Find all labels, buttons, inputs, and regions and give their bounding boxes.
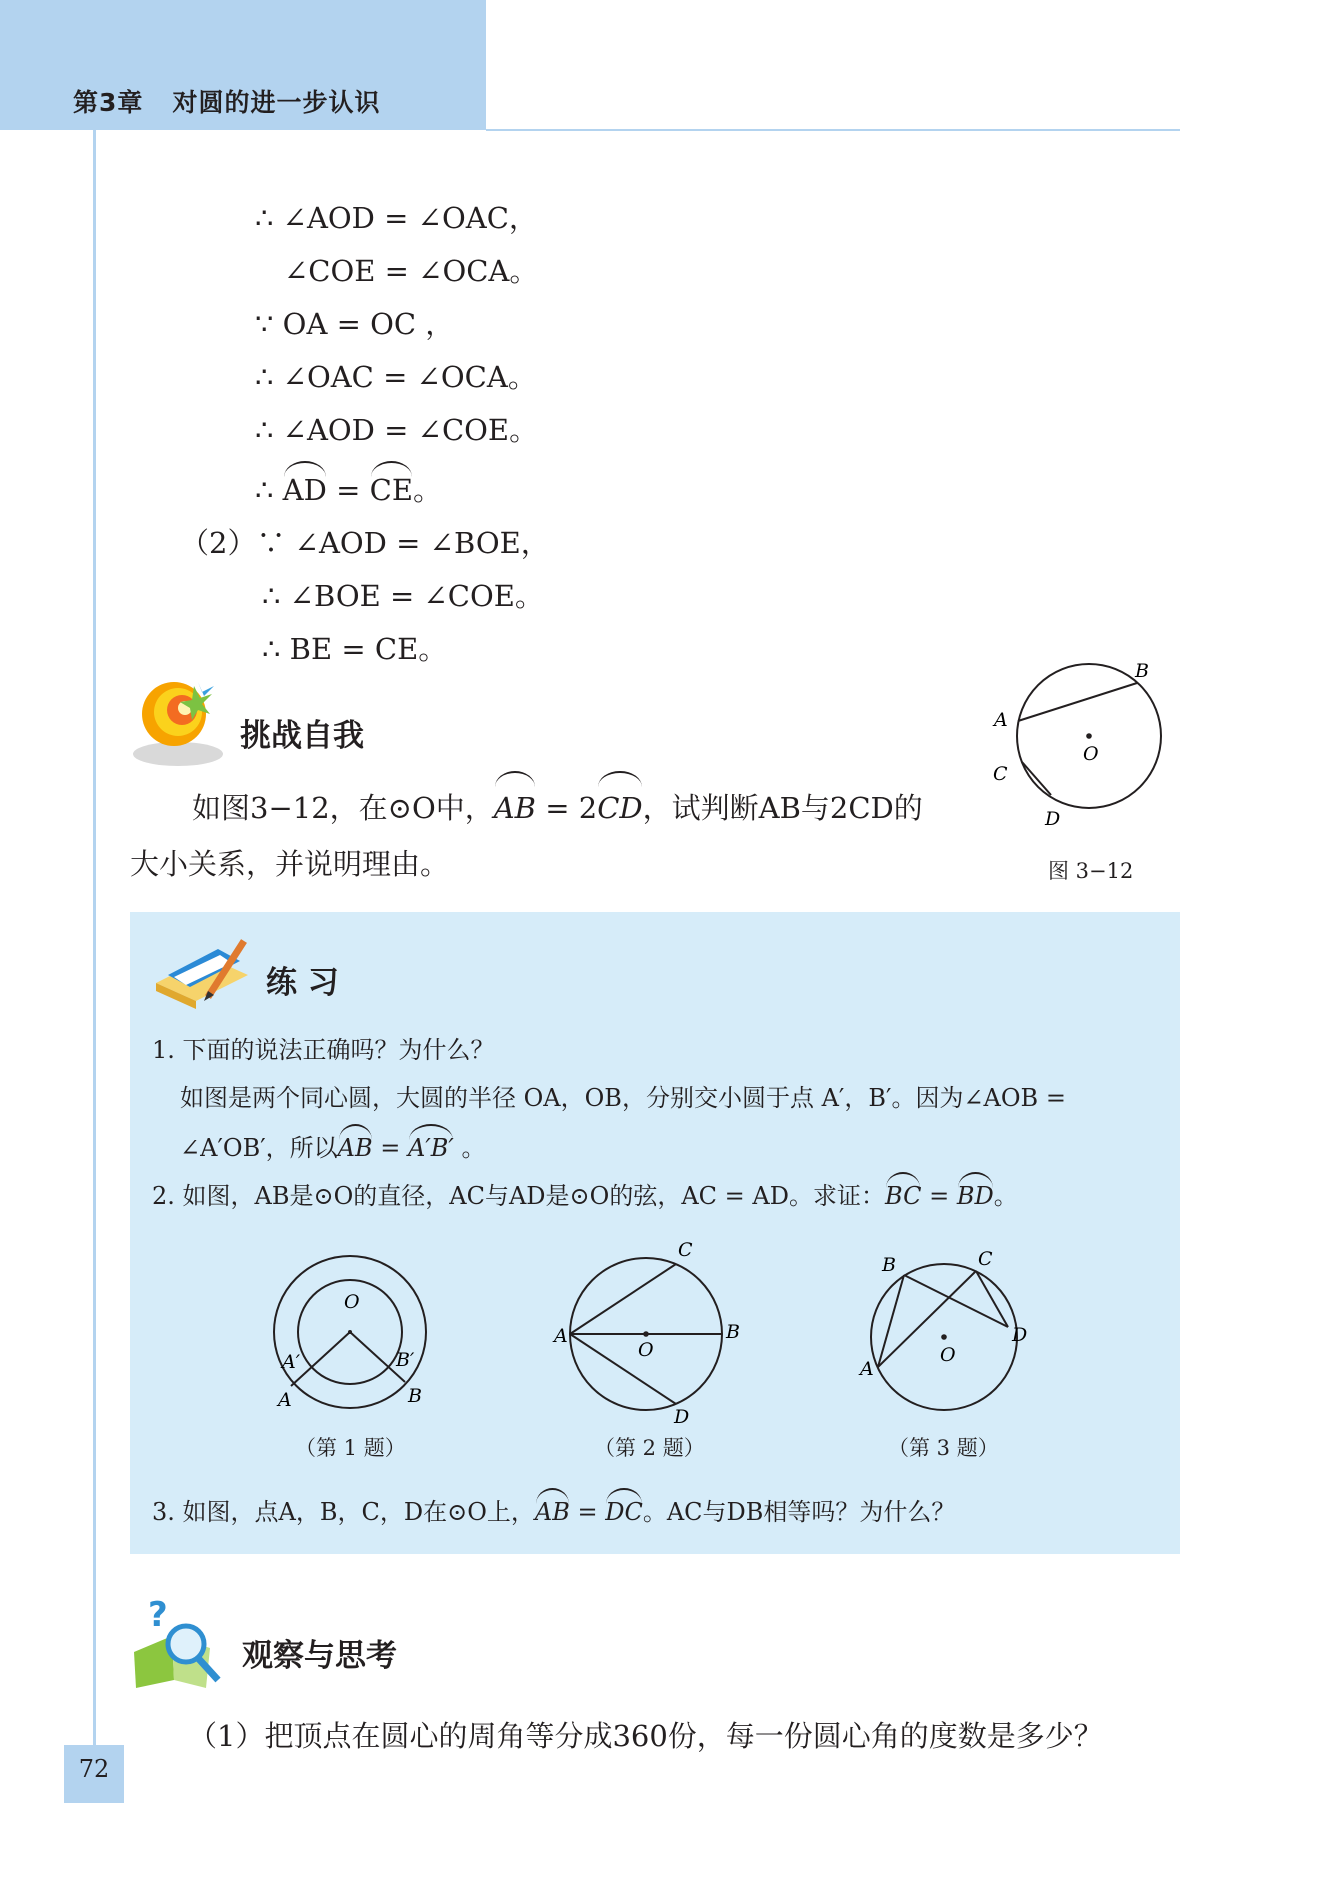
label-a: A: [994, 709, 1008, 731]
proof-line-2: ∠COE = ∠OCA。: [284, 254, 539, 288]
target-icon: [128, 672, 228, 772]
label-b: B: [408, 1385, 422, 1407]
figure-question-2: [550, 1240, 750, 1425]
figure-1-caption: （第 1 题）: [295, 1436, 406, 1460]
question-1-body: 如图是两个同心圆，大圆的半径 OA，OB，分别交小圆于点 A′，B′。因为∠AOB =: [180, 1084, 1066, 1112]
proof-line-6: [255, 470, 442, 510]
proof-line-4: ∴ ∠OAC = ∠OCA。: [255, 360, 537, 394]
text-run: 。: [453, 1134, 486, 1162]
text-run: =: [569, 1498, 606, 1526]
page-number: 72: [78, 1755, 110, 1783]
practice-title: 练 习: [266, 965, 339, 1001]
arc-a1b1: A′B′: [408, 1134, 454, 1162]
text-run: ，试判断AB与2CD的: [642, 791, 923, 825]
question-1-prompt: 1. 下面的说法正确吗？为什么？: [152, 1036, 495, 1064]
chapter-heading: [73, 83, 381, 119]
label-d: D: [1012, 1324, 1028, 1346]
question-3: [152, 1497, 955, 1527]
proof-line-5: ∴ ∠AOD = ∠COE。: [255, 413, 539, 447]
challenge-paragraph-line1: [192, 780, 923, 836]
figure-question-3: [840, 1245, 1050, 1425]
label-c: C: [678, 1240, 693, 1261]
label-a-prime: A′: [282, 1351, 301, 1373]
text-run: ∠A′OB′，所以: [180, 1134, 338, 1162]
proof-line-1: ∴ ∠AOD = ∠OAC，: [255, 201, 538, 235]
arc-bc: BC: [884, 1182, 922, 1210]
challenge-title: 挑战自我: [240, 718, 364, 754]
period: 。: [412, 473, 442, 507]
figure-3-12-caption: 图 3−12: [1048, 859, 1134, 883]
label-o: O: [940, 1344, 956, 1366]
question-1-body-2: [180, 1133, 486, 1163]
proof-line-3: ∵ OA = OC ，: [255, 307, 455, 341]
arc-ad: AD: [283, 470, 327, 510]
challenge-paragraph-line2: 大小关系，并说明理由。: [130, 847, 450, 881]
equals-sign: =: [336, 473, 361, 507]
arc-cd: CD: [597, 780, 642, 836]
chapter-number: 第3章: [73, 88, 144, 117]
label-a: A: [860, 1358, 874, 1380]
text-run: =: [372, 1134, 408, 1162]
text-run: 3. 如图，点A，B，C，D在⊙O上，: [152, 1498, 535, 1526]
arc-ab: AB: [494, 780, 536, 836]
observe-title: 观察与思考: [242, 1638, 397, 1674]
text-run: 如图3−12，在⊙O中，: [192, 791, 494, 825]
label-d: D: [674, 1406, 690, 1425]
chapter-title: 对圆的进一步认识: [172, 88, 381, 117]
label-o: O: [1083, 743, 1099, 765]
header-rule: [486, 129, 1180, 131]
label-b: B: [726, 1321, 740, 1343]
text-run: =: [921, 1182, 957, 1210]
figure-3-caption: （第 3 题）: [888, 1436, 999, 1460]
label-b: B: [1135, 660, 1149, 682]
margin-rule: [93, 130, 96, 1800]
proof-line-7: （2）∵ ∠AOD = ∠BOE，: [180, 526, 550, 560]
label-c: C: [978, 1248, 993, 1270]
text-run: 2. 如图，AB是⊙O的直径，AC与AD是⊙O的弦，AC = AD。求证：: [152, 1182, 885, 1210]
proof-line-8: ∴ ∠BOE = ∠COE。: [262, 579, 544, 613]
magnifier-book-icon: [128, 1592, 228, 1692]
text-run: = 2: [536, 791, 598, 825]
observe-question-1: （1）把顶点在圆心的周角等分成360份，每一份圆心角的度数是多少？: [188, 1719, 1103, 1753]
proof-line-9: ∴ BE = CE。: [262, 632, 448, 666]
figure-3-12: [985, 640, 1185, 850]
arc-bd: BD: [956, 1182, 994, 1210]
label-a: A: [554, 1325, 568, 1347]
svg-text:?: ?: [148, 1595, 168, 1635]
question-2: [152, 1181, 1018, 1211]
label-c: C: [993, 763, 1008, 785]
label-a: A: [278, 1389, 292, 1411]
label-b-prime: B′: [396, 1349, 415, 1371]
arc-ce: CE: [370, 470, 413, 510]
text-run: 。AC与DB相等吗？为什么？: [642, 1498, 956, 1526]
label-d: D: [1045, 808, 1061, 830]
text-run: 。: [993, 1182, 1018, 1210]
arc-ab: AB: [337, 1134, 373, 1162]
figure-question-1: [260, 1240, 450, 1420]
pencil-book-icon: [148, 935, 258, 1015]
label-b: B: [882, 1254, 896, 1276]
arc-ab: AB: [534, 1498, 570, 1526]
therefore-symbol: ∴: [255, 473, 274, 507]
figure-2-caption: （第 2 题）: [594, 1436, 705, 1460]
label-o: O: [638, 1339, 654, 1361]
arc-dc: DC: [605, 1498, 643, 1526]
label-o: O: [344, 1291, 360, 1313]
